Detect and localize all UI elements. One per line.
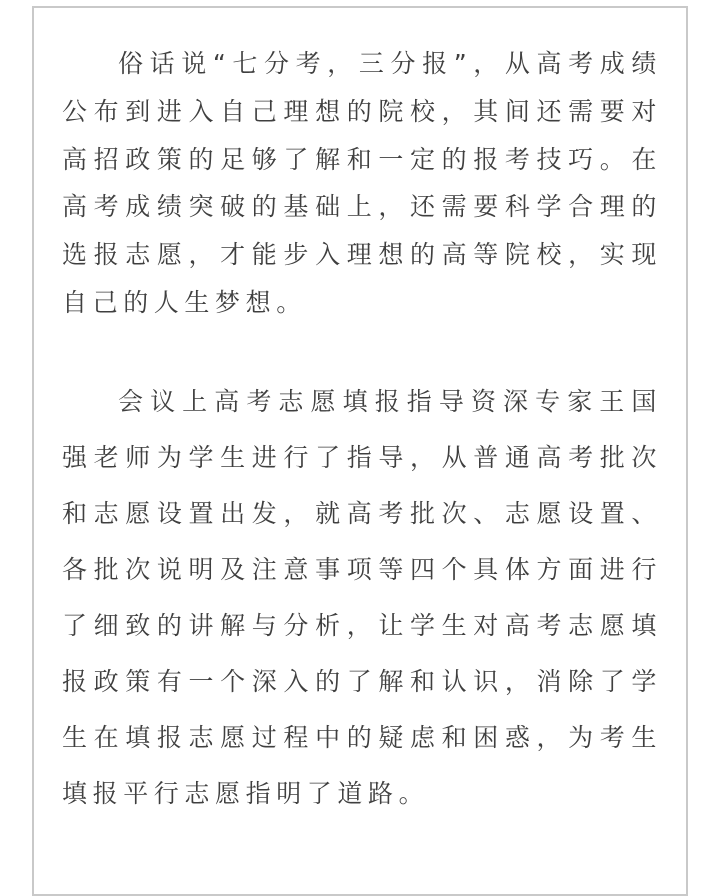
article-frame (32, 6, 688, 896)
article-paragraph-meeting: 会议上高考志愿填报指导资深专家王国强老师为学生进行了指导，从普通高考批次和志愿设置出发，就高考批次、志愿设置、各批次说明及注意事项等四个具体方面进行了细致的讲解与分析，让学生对高考志愿填报政策有一个深入的了解和认识，消除了学生在填报志愿过程中的疑虑和困惑，为考生填报平行志愿指明了道路。 (62, 387, 662, 808)
article-paragraph-intro: 俗话说“七分考，三分报”，从高考成绩公布到进入自己理想的院校，其间还需要对高招政策的足够了解和一定的报考技巧。在高考成绩突破的基础上，还需要科学合理的选报志愿，才能步入理想的高等院校，实现自己的人生梦想。 (62, 49, 662, 317)
